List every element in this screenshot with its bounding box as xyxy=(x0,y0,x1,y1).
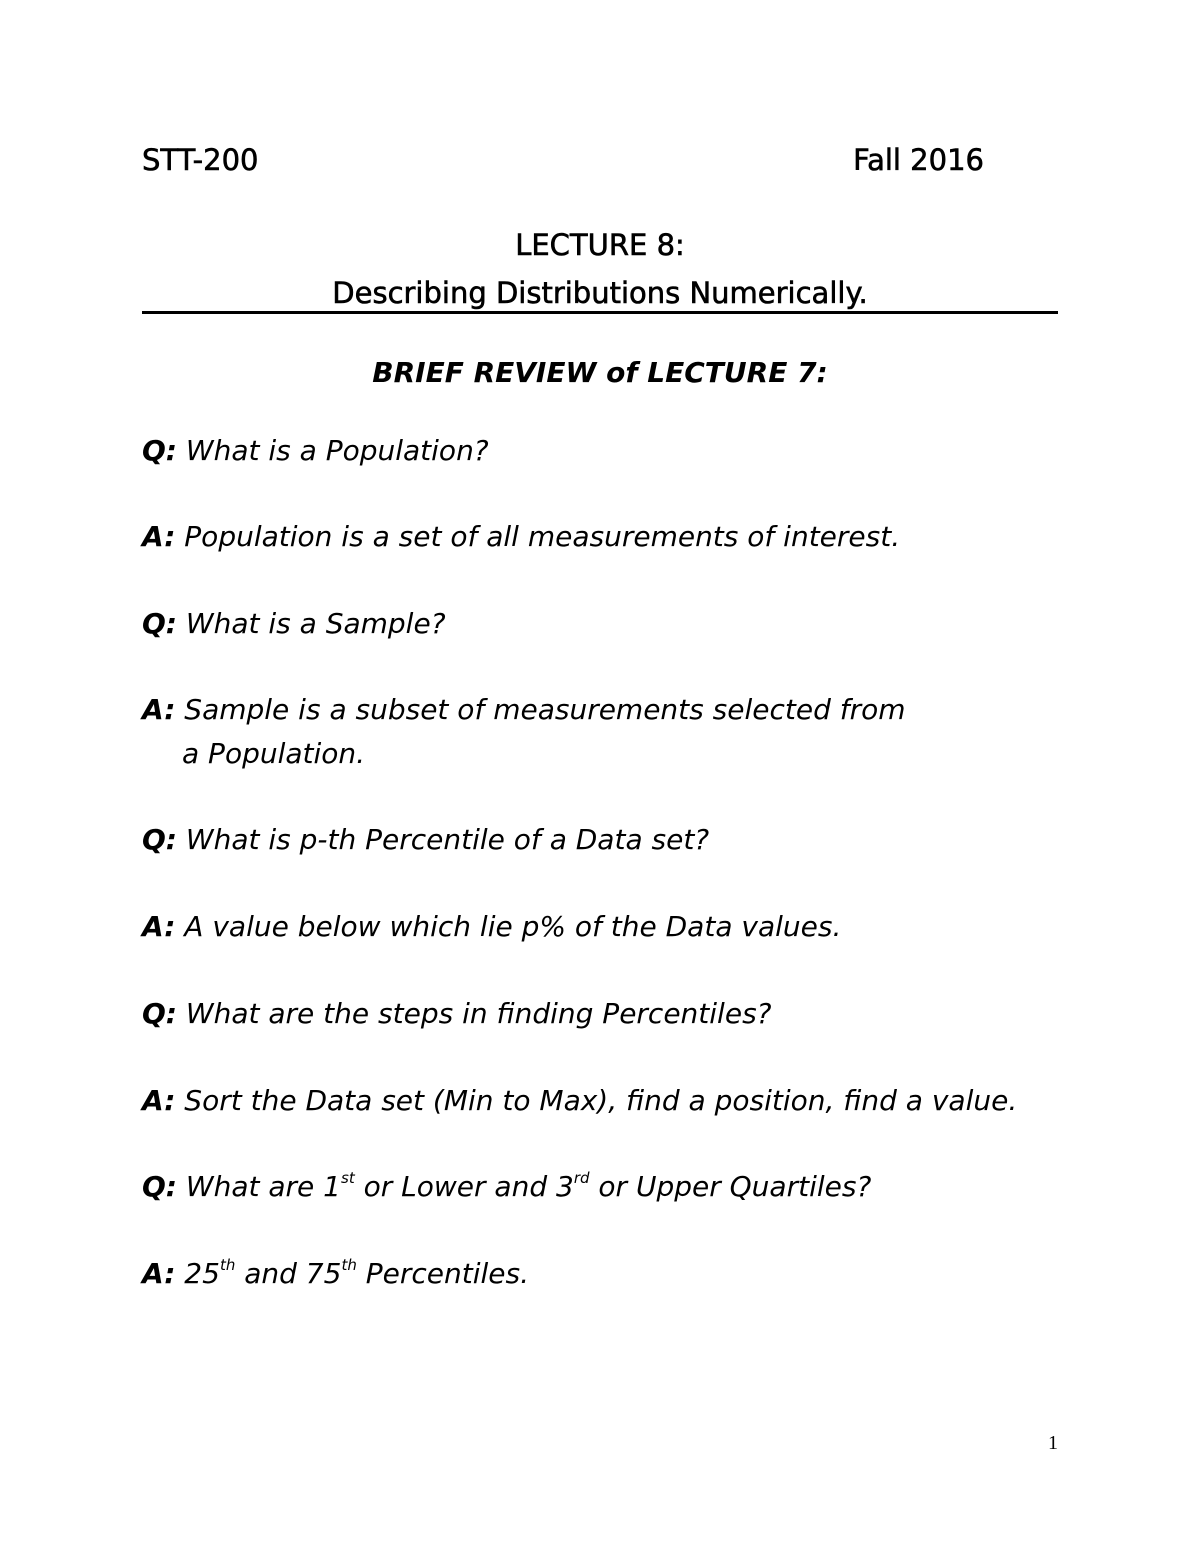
question-steps xyxy=(142,997,772,1030)
a-label: A: xyxy=(142,1084,176,1117)
a-label: A: xyxy=(142,693,176,726)
question-sample xyxy=(142,607,446,640)
review-heading: BRIEF REVIEW of LECTURE 7: xyxy=(372,356,828,389)
a-text: A value below which lie p% of the Data values. xyxy=(184,910,842,943)
answer-percentile xyxy=(142,910,841,943)
answer-quartiles xyxy=(142,1257,529,1290)
q-label: Q: xyxy=(142,434,177,467)
answer-steps xyxy=(142,1084,1017,1117)
lecture-title: LECTURE 8: xyxy=(515,228,685,262)
question-quartiles xyxy=(142,1170,871,1203)
answer-population xyxy=(142,520,900,553)
q-text: What is a Population? xyxy=(185,434,489,467)
course-code: STT-200 xyxy=(142,143,259,177)
a-text: Sort the Data set (Min to Max), find a position, find a value. xyxy=(184,1084,1018,1117)
q-text: What are the steps in finding Percentiles? xyxy=(185,997,772,1030)
lecture-subtitle: Describing Distributions Numerically. xyxy=(332,276,868,310)
page-number: 1 xyxy=(1048,1432,1058,1454)
q-text-part: What are 1 xyxy=(185,1170,341,1203)
title-divider xyxy=(142,311,1058,314)
a-text-part: 25 xyxy=(184,1257,220,1290)
a-label: A: xyxy=(142,520,176,553)
q-label: Q: xyxy=(142,823,177,856)
a-text: Sample is a subset of measurements selected from xyxy=(184,693,906,726)
answer-sample-continuation: a Population. xyxy=(182,737,366,770)
a-label: A: xyxy=(142,1257,176,1290)
superscript: st xyxy=(341,1169,355,1187)
q-label: Q: xyxy=(142,997,177,1030)
a-text-part: Percentiles. xyxy=(356,1257,529,1290)
question-percentile xyxy=(142,823,709,856)
q-text-part: or Upper Quartiles? xyxy=(589,1170,872,1203)
answer-sample xyxy=(142,693,906,726)
q-label: Q: xyxy=(142,1170,177,1203)
a-label: A: xyxy=(142,910,176,943)
term-label: Fall 2016 xyxy=(853,143,984,177)
q-text: What is a Sample? xyxy=(185,607,446,640)
q-text-part: or Lower and 3 xyxy=(354,1170,574,1203)
q-label: Q: xyxy=(142,607,177,640)
a-text: Population is a set of all measurements of interest. xyxy=(184,520,901,553)
q-text: What is p-th Percentile of a Data set? xyxy=(185,823,710,856)
superscript: th xyxy=(219,1256,236,1274)
superscript: rd xyxy=(573,1169,590,1187)
a-text-part: and 75 xyxy=(235,1257,342,1290)
question-population xyxy=(142,434,489,467)
superscript: th xyxy=(341,1256,357,1274)
